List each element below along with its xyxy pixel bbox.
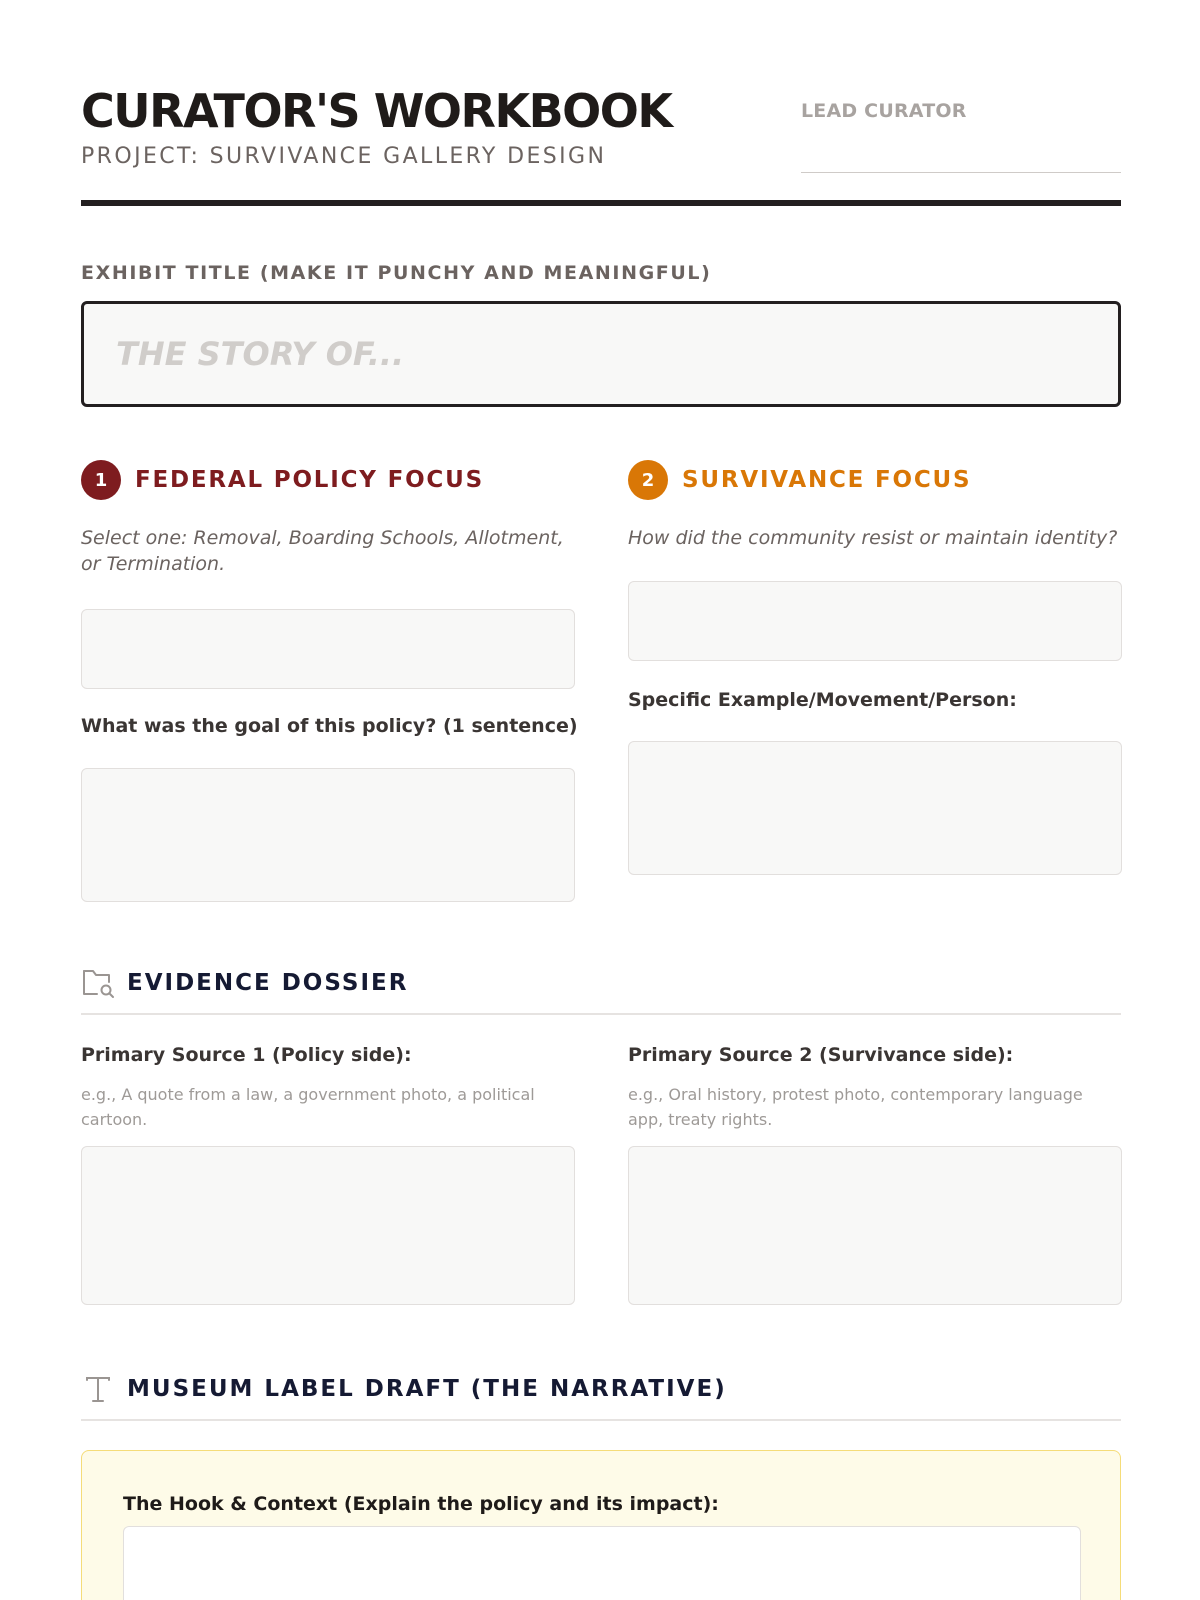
lead-curator-label: LEAD CURATOR (801, 100, 967, 122)
survivance-hint: How did the community resist or maintain identity? (628, 527, 1118, 549)
survivance-heading (628, 460, 1122, 500)
lead-curator-input[interactable] (801, 172, 1121, 173)
primary-source-2-field[interactable] (628, 1146, 1122, 1305)
evidence-divider (81, 1013, 1121, 1015)
hook-context-field[interactable] (123, 1526, 1081, 1600)
federal-policy-section (81, 460, 578, 737)
policy-select-field[interactable] (81, 609, 575, 689)
survivance-example-question: Specific Example/Movement/Person: (628, 689, 1017, 711)
primary-source-1-field[interactable] (81, 1146, 575, 1305)
exhibit-title-label: EXHIBIT TITLE (MAKE IT PUNCHY AND MEANINGFUL) (81, 262, 712, 284)
primary-source-1-hint: e.g., A quote from a law, a government photo, a political cartoon. (81, 1085, 535, 1129)
survivance-example-field[interactable] (628, 741, 1122, 875)
label-draft-panel (81, 1450, 1121, 1600)
header-divider (81, 200, 1121, 206)
survivance-section (628, 460, 1122, 711)
federal-policy-hint: Select one: Removal, Boarding Schools, Allotment, or Termination. (81, 527, 564, 575)
primary-source-2-label: Primary Source 2 (Survivance side): (628, 1044, 1014, 1066)
federal-policy-heading (81, 460, 575, 500)
museum-label-heading (81, 1369, 1121, 1409)
policy-goal-field[interactable] (81, 768, 575, 902)
exhibit-title-placeholder: THE STORY OF... (116, 335, 405, 373)
step-1-badge: 1 (81, 460, 121, 500)
step-2-badge: 2 (628, 460, 668, 500)
evidence-dossier-title: EVIDENCE DOSSIER (127, 970, 409, 996)
project-subtitle: PROJECT: SURVIVANCE GALLERY DESIGN (81, 144, 607, 169)
museum-label-divider (81, 1419, 1121, 1421)
museum-label-title: MUSEUM LABEL DRAFT (THE NARRATIVE) (127, 1376, 727, 1402)
evidence-dossier-heading (81, 963, 1121, 1003)
primary-source-1-label: Primary Source 1 (Policy side): (81, 1044, 412, 1066)
federal-policy-title: FEDERAL POLICY FOCUS (135, 467, 484, 493)
folder-search-icon (81, 966, 115, 1000)
hook-context-label: The Hook & Context (Explain the policy and its impact): (123, 1493, 719, 1515)
text-type-icon (81, 1372, 115, 1406)
page-title: CURATOR'S WORKBOOK (81, 84, 672, 138)
exhibit-title-input[interactable] (81, 301, 1121, 407)
survivance-title: SURVIVANCE FOCUS (682, 467, 972, 493)
policy-goal-question: What was the goal of this policy? (1 sentence) (81, 715, 578, 737)
workbook-header (81, 82, 1121, 208)
survivance-resistance-field[interactable] (628, 581, 1122, 661)
primary-source-2-hint: e.g., Oral history, protest photo, contemporary language app, treaty rights. (628, 1085, 1083, 1129)
